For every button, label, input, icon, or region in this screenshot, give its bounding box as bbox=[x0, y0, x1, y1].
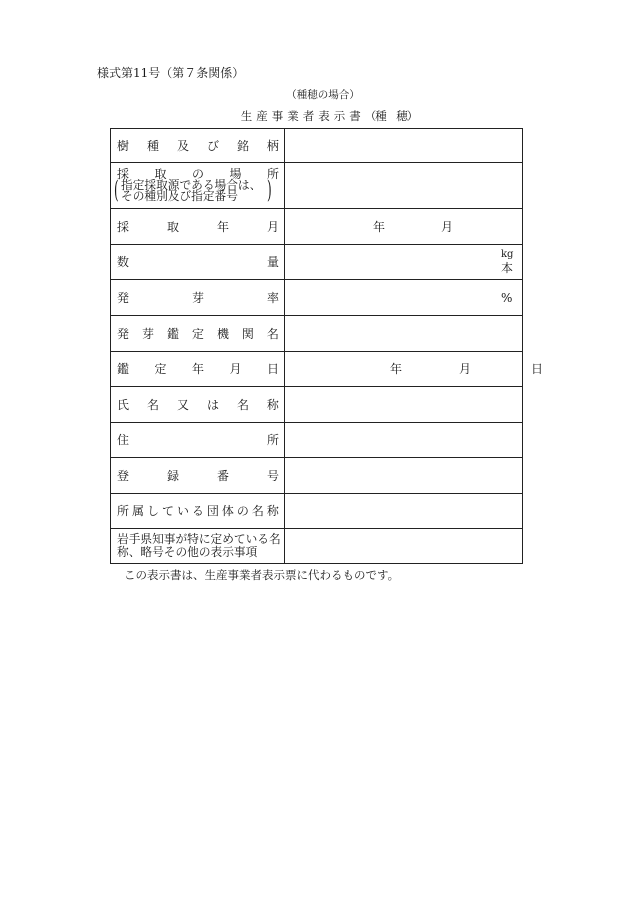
form-number: 様式第11号（第７条関係） bbox=[97, 66, 245, 80]
row-label bbox=[117, 328, 279, 340]
label-char: 鑑 bbox=[166, 326, 179, 341]
label-char: 芽 bbox=[191, 290, 204, 305]
label-char: 及 bbox=[176, 138, 189, 153]
row-label bbox=[117, 533, 281, 559]
label-char: 団 bbox=[206, 504, 219, 518]
label-char: 住 bbox=[117, 433, 130, 447]
label-char: る bbox=[191, 504, 204, 518]
row-label-cell bbox=[111, 458, 285, 494]
label-char: 銘 bbox=[236, 138, 249, 153]
form-title bbox=[229, 110, 429, 122]
row-label bbox=[117, 470, 279, 482]
label-char: 年 bbox=[216, 219, 229, 234]
label-char: し bbox=[146, 504, 159, 518]
label-char: 録 bbox=[166, 468, 179, 483]
row-label-cell bbox=[111, 352, 285, 387]
label-char: の bbox=[236, 504, 249, 518]
label-char: 月 bbox=[266, 219, 279, 234]
row-label-cell bbox=[111, 529, 285, 564]
label-char: 機 bbox=[216, 326, 229, 341]
label-char: び bbox=[206, 138, 219, 153]
label-char: は bbox=[206, 397, 219, 412]
label-char: 発 bbox=[117, 326, 130, 341]
label-char: 称 bbox=[266, 504, 279, 518]
label-char: 号 bbox=[266, 468, 279, 483]
paren-open: ( bbox=[114, 176, 119, 204]
row-label-cell bbox=[111, 280, 285, 316]
unit-year: 年 bbox=[390, 362, 403, 376]
note-line: 指定採取源である場合は、 bbox=[121, 178, 262, 192]
label-char: 場 bbox=[229, 167, 242, 181]
label-char: 量 bbox=[266, 255, 279, 269]
row-label bbox=[117, 256, 279, 268]
label-char: 所 bbox=[266, 167, 279, 181]
label-char: 名 bbox=[266, 326, 279, 341]
label-line: 称、略号その他の表示事項 bbox=[117, 545, 258, 559]
form-table bbox=[110, 128, 544, 564]
label-char: 体 bbox=[221, 504, 234, 518]
row-label-cell bbox=[111, 163, 285, 209]
label-char: 又 bbox=[176, 397, 189, 412]
label-char: 名 bbox=[236, 397, 249, 412]
row-label-cell bbox=[111, 494, 285, 529]
label-char: 率 bbox=[266, 290, 279, 305]
label-char: 種 bbox=[146, 138, 159, 153]
row-label-note bbox=[114, 176, 279, 204]
row-value-cell bbox=[285, 387, 523, 423]
label-char: 定 bbox=[191, 326, 204, 341]
label-char: い bbox=[176, 504, 189, 518]
unit-percent: % bbox=[501, 290, 513, 305]
label-char: 取 bbox=[166, 219, 179, 234]
row-value-cell bbox=[285, 494, 523, 529]
label-char: 採 bbox=[117, 219, 130, 234]
form-title-main: 生産事業者表示書 bbox=[240, 109, 365, 123]
paren-close: ) bbox=[267, 176, 272, 204]
label-char: 年 bbox=[191, 362, 204, 376]
row-label bbox=[117, 221, 279, 233]
label-char: 称 bbox=[266, 397, 279, 412]
row-label-cell bbox=[111, 423, 285, 458]
label-char: 属 bbox=[131, 504, 144, 518]
note-line: その種別及び指定番号 bbox=[121, 189, 238, 203]
label-char: 名 bbox=[251, 504, 264, 518]
unit-kg: kg bbox=[501, 249, 514, 260]
row-value-cell bbox=[285, 163, 523, 209]
row-value-cell bbox=[285, 316, 523, 352]
row-label-cell bbox=[111, 209, 285, 245]
row-label bbox=[117, 140, 279, 152]
label-char: 樹 bbox=[117, 138, 130, 153]
unit-day: 日 bbox=[531, 362, 544, 376]
label-line: 岩手県知事が特に定めている名 bbox=[117, 532, 281, 546]
row-value-cell bbox=[285, 129, 523, 163]
label-char: 所 bbox=[266, 433, 279, 447]
label-char: 関 bbox=[241, 326, 254, 341]
form-title-suffix: （種 穂） bbox=[364, 109, 418, 123]
row-label-cell bbox=[111, 129, 285, 163]
label-char: 名 bbox=[146, 397, 159, 412]
unit-hon: 本 bbox=[501, 261, 514, 275]
unit-month: 月 bbox=[441, 219, 454, 234]
unit-year: 年 bbox=[373, 219, 386, 234]
row-label-cell bbox=[111, 316, 285, 352]
label-char: 所 bbox=[117, 504, 130, 518]
label-char: 鑑 bbox=[117, 362, 130, 376]
footnote: この表示書は、生産事業者表示票に代わるものです。 bbox=[124, 568, 400, 582]
label-char: 日 bbox=[266, 362, 279, 376]
label-char: 定 bbox=[154, 362, 167, 376]
row-value-cell bbox=[285, 209, 523, 245]
row-label bbox=[117, 292, 279, 304]
label-char: 番 bbox=[216, 468, 229, 483]
label-char: 数 bbox=[117, 255, 130, 269]
row-label bbox=[117, 363, 279, 375]
label-char: 取 bbox=[154, 167, 167, 181]
row-value-cell bbox=[285, 245, 523, 280]
label-char: て bbox=[161, 504, 174, 518]
row-label-group bbox=[114, 167, 279, 204]
label-char: 月 bbox=[229, 362, 242, 376]
label-char: 柄 bbox=[266, 138, 279, 153]
row-value-cell bbox=[285, 529, 523, 564]
row-label bbox=[117, 434, 279, 446]
unit-month: 月 bbox=[459, 362, 472, 376]
label-char: 芽 bbox=[141, 326, 154, 341]
row-label bbox=[117, 505, 279, 517]
row-value-cell bbox=[285, 423, 523, 458]
label-char: 登 bbox=[117, 468, 130, 483]
row-value-cell bbox=[285, 458, 523, 494]
row-value-cell bbox=[285, 352, 544, 387]
label-char: 発 bbox=[117, 290, 130, 305]
row-value-cell bbox=[285, 280, 523, 316]
row-label-cell bbox=[111, 387, 285, 423]
label-char: の bbox=[191, 167, 204, 181]
label-char: 採 bbox=[117, 167, 130, 181]
label-char: 氏 bbox=[117, 397, 130, 412]
form-subtitle: （種穂の場合） bbox=[286, 89, 360, 101]
row-label bbox=[117, 399, 279, 411]
row-label-cell bbox=[111, 245, 285, 280]
